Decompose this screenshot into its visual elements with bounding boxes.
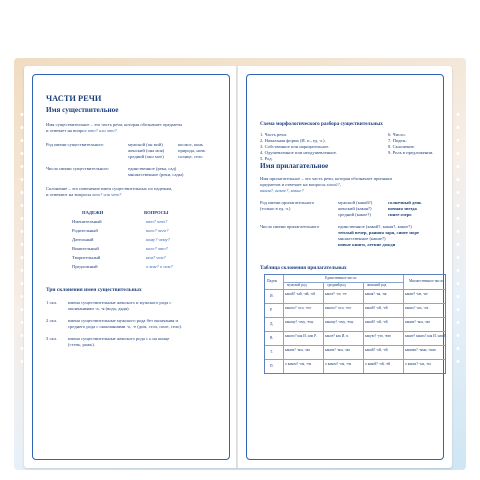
gender-example: природа, ночь [178,148,206,153]
scheme-item: 2. Начальная форма (И. п., ед. ч.). [260,138,326,143]
table-cell: какими? -ыми, -ими [405,348,436,352]
table-cell: какие? каких? как И. или Р. [405,334,447,338]
adj-number-singular-example: теплый вечер, ранняя заря, синее море [338,230,420,235]
table-cell: каких? -ых, -их [405,306,429,310]
adj-gender-example: синее озеро [388,212,412,217]
table-cell: какого? -ого, -его [325,306,352,310]
declension-label: 3 скл. [46,336,58,341]
table-cell: о каком? -ом, -ем [325,362,352,366]
adjective-definition-line1: Имя прилагательное – это часть речи, которая обозначает признаки [260,176,392,181]
table-header-case: Падеж [267,279,278,283]
case-name: Предложный [72,264,98,269]
table-cell: какому? -ому, -ему [325,320,354,324]
noun-heading: Имя существительное [46,106,119,114]
table-cell: о каком? -ом, -ем [285,362,312,366]
adj-gender-label: (только в ед. ч.) [260,206,291,211]
left-page [24,66,238,468]
noun-definition-line2: и отвечает на вопрос кто? или что? [46,128,117,133]
table-cell: какой? -ой, -ей [365,306,388,310]
gender-label: Род имени существительного [46,142,104,147]
scheme-item: 6. Число. [388,132,406,137]
noun-definition-line1: Имя существительное – это часть речи, которая обозначает предметы [46,122,183,127]
table-cell: какого? как И. или Р. [285,334,317,338]
table-cell: какой? -ый, -ий, -ой [285,292,316,296]
scheme-item: 8. Склонение. [388,144,416,149]
case-name: Творительный [72,255,101,260]
table-sub-neuter: средний род [327,283,346,287]
gender-type: женский (она моя) [128,148,165,153]
table-row-case: В. [270,336,274,340]
cover-dots-right [454,108,462,368]
number-type: множественное (реки, сады) [128,172,184,177]
adj-gender-label: Род имени прилагательного [260,200,315,205]
table-cell: какой? -ой, -ей [365,348,388,352]
table-cell: каким? -ым, -им [325,348,350,352]
gender-type: мужской (он мой) [128,142,163,147]
case-name: Именительный [72,219,102,224]
table-cell: о какой? -ой, -ей [365,362,391,366]
declension-label: 2 скл. [46,318,58,323]
table-sub-masculine: мужской род [287,283,307,287]
declension-text: окончаниями -а, -я (вода, дядя). [68,306,130,311]
open-notebook [14,58,466,478]
table-cell: какого? -ого, -его [285,306,312,310]
declension-definition-line2: и отвечают на вопросы кто? или что? [46,192,122,197]
case-question: кто? что? [146,219,168,224]
adj-number-label: Число имени прилагательного [260,224,320,229]
declension-label: 1 скл. [46,300,58,305]
case-question: кому? чему? [146,237,170,242]
case-name: Дательный [72,237,94,242]
questions-header: ВОПРОСЫ [144,210,169,215]
case-question: кем? чем? [146,255,166,260]
adj-gender-type: женский (какая?) [338,206,372,211]
gender-example: космос, конь [178,142,203,147]
table-cell: каким? -ым, -им [405,320,430,324]
gender-example: солнце, село [178,154,203,159]
adjective-definition-line3: какая?, какое?, какие? [260,188,304,193]
number-type: единственное (река, сад) [128,166,177,171]
table-cell: какое? как И. п. [325,334,349,338]
scheme-item: 5. Род. [260,156,273,161]
table-cell: каким? -ым, -им [285,348,310,352]
table-row-case: Д. [270,322,274,326]
adjective-definition-line2: предметов и отвечает на вопросы какой?, [260,182,341,187]
scheme-item: 9. Роль в предложении. [388,150,434,155]
table-cell: какая? -ая, -яя [365,292,387,296]
scheme-heading: Схема морфологического разбора существительных [260,121,383,127]
table-heading: Таблица склонения прилагательных [260,265,347,271]
declension-text: имена существительные мужского рода без окончания и [68,318,178,323]
adjective-declension-table [264,274,446,374]
declension-text: имена существительные женского рода с ь на конце [68,336,170,341]
table-cell: какие? -ые, -ие [405,292,428,296]
adj-gender-type: мужской (какой?) [338,200,373,205]
adj-gender-example: солнечный день [388,200,422,205]
adj-gender-example: ночная звезда [388,206,417,211]
table-header-plural: Множественное число [409,279,444,283]
scheme-item: 1. Часть речи. [260,132,288,137]
scheme-item: 7. Падеж. [388,138,407,143]
scheme-item: 3. Собственное или нарицательное. [260,144,330,149]
adj-number-singular: единственное (какой?, какая?, какое?) [338,224,412,229]
case-name: Винительный [72,246,99,251]
declension-definition-line1: Склонение – это изменение имен существительных по падежам, [46,186,173,191]
case-question: кого? чего? [146,228,169,233]
adj-number-plural: множественное (какие?) [338,236,386,241]
table-cell: какому? -ому, -ему [285,320,314,324]
table-row-case: И. [270,294,274,298]
number-label: Число имени существительного [46,166,109,171]
case-name: Родительный [72,228,98,233]
case-question: о ком? о чем? [146,264,173,269]
declension-text: имена существительные женского и мужского рода с [68,300,172,305]
adj-number-plural-example: новые книги, летние дожди [338,242,396,247]
table-cell: какую? -ую, -юю [365,334,391,338]
table-cell: какой? -ой, -ей [365,320,388,324]
declensions-heading: Три склонения имен существительных [46,287,142,293]
table-row-case: П. [270,364,274,368]
table-cell: какое? -ое, -ее [325,292,347,296]
right-page [238,66,452,468]
table-row-case: Р. [270,308,273,312]
table-header-singular: Единственное число [325,276,357,280]
declension-text: среднего рода с окончаниями -о, -е (дом, стол, поле, село). [68,324,183,329]
adjective-heading: Имя прилагательное [260,162,329,170]
page-title: ЧАСТИ РЕЧИ [46,94,102,103]
table-row-case: Т. [270,350,273,354]
case-question: кого? что? [146,246,168,251]
declension-text: (степь, рожь). [68,342,95,347]
adj-gender-type: средний (какое?) [338,212,371,217]
table-sub-feminine: женский род [367,283,387,287]
gender-type: средний (оно мое) [128,154,164,159]
table-cell: о каких? -ых, -их [405,362,432,366]
scheme-item: 4. Одушевленное или неодушевленное. [260,150,338,155]
cases-header: ПАДЕЖИ [82,210,104,215]
